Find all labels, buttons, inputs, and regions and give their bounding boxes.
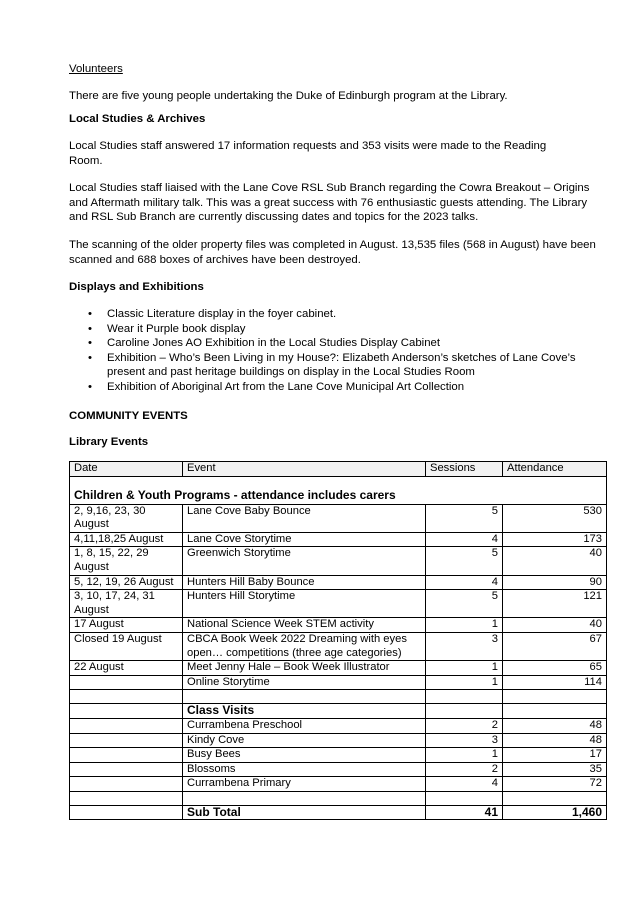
list-item: • Caroline Jones AO Exhibition in the Local Studies Display Cabinet — [69, 336, 609, 351]
cell-date: 17 August — [70, 618, 183, 633]
cell-attendance: 40 — [503, 547, 607, 575]
cell-event: Lane Cove Storytime — [183, 532, 426, 547]
table-header-row — [70, 462, 607, 477]
table-row — [70, 733, 607, 748]
cell-attendance: 40 — [503, 618, 607, 633]
cell-sessions: 4 — [426, 575, 503, 590]
subtotal-sessions: 41 — [426, 805, 503, 820]
local-studies-paragraph: Local Studies staff answered 17 information requests and 353 visits were made to the Reading Room. — [69, 140, 547, 167]
cell-attendance: 72 — [503, 777, 607, 792]
cell-sessions: 5 — [426, 547, 503, 575]
table-group-row — [70, 476, 607, 504]
volunteers-text: There are five young people undertaking the Duke of Edinburgh program at the Library. — [69, 90, 508, 102]
subtotal-label: Sub Total — [183, 805, 426, 820]
cell-date: 4,11,18,25 August — [70, 532, 183, 547]
table-row — [70, 777, 607, 792]
cell-attendance: 48 — [503, 718, 607, 733]
group-title: Children & Youth Programs - attendance includes carers — [70, 476, 607, 504]
cell-event: National Science Week STEM activity — [183, 618, 426, 633]
table-row — [70, 532, 607, 547]
cell-sessions: 5 — [426, 590, 503, 618]
cell-sessions: 1 — [426, 618, 503, 633]
cell-event: CBCA Book Week 2022 Dreaming with eyes open… competitions (three age categories) — [183, 632, 426, 660]
table-row — [70, 718, 607, 733]
subtotal-attendance: 1,460 — [503, 805, 607, 820]
cell-event: Kindy Cove — [183, 733, 426, 748]
table-row — [70, 504, 607, 532]
library-events-heading: Library Events — [69, 436, 149, 448]
cell-sessions: 1 — [426, 675, 503, 690]
list-item: • Exhibition – Who’s Been Living in my House?: Elizabeth Anderson’s sketches of Lane Cove’s present and past heritage buildings on display in the Local Studies Room — [69, 351, 609, 380]
list-item: • Wear it Purple book display — [69, 322, 609, 337]
local-studies-paragraph: Local Studies staff liaised with the Lane Cove RSL Sub Branch regarding the Cowra Breakout – Origins and Aftermath military talk. This was a great success with 76 enthusiastic guests attending. The Library and RSL Sub Branch are currently discussing dates and topics for the 2023 talks. — [69, 182, 590, 223]
cell-attendance: 65 — [503, 661, 607, 676]
cell-event: Busy Bees — [183, 748, 426, 763]
cell-attendance: 530 — [503, 504, 607, 532]
table-row — [70, 575, 607, 590]
cell-event: Lane Cove Baby Bounce — [183, 504, 426, 532]
class-visits-title: Class Visits — [183, 704, 426, 719]
cell-attendance: 121 — [503, 590, 607, 618]
cell-date: 22 August — [70, 661, 183, 676]
cell-attendance: 114 — [503, 675, 607, 690]
cell-event: Meet Jenny Hale – Book Week Illustrator — [183, 661, 426, 676]
cell-attendance: 90 — [503, 575, 607, 590]
local-studies-paragraph: The scanning of the older property files was completed in August. 13,535 files (568 in August) have been scanned and 688 boxes of archives have been destroyed. — [69, 239, 596, 266]
table-row — [70, 547, 607, 575]
cell-event: Currambena Preschool — [183, 718, 426, 733]
table-row — [70, 632, 607, 660]
column-header-sessions: Sessions — [426, 462, 503, 477]
table-spacer-row — [70, 791, 607, 805]
cell-date: 1, 8, 15, 22, 29 August — [70, 547, 183, 575]
cell-date: 3, 10, 17, 24, 31 August — [70, 590, 183, 618]
cell-attendance: 173 — [503, 532, 607, 547]
list-item: • Exhibition of Aboriginal Art from the Lane Cove Municipal Art Collection — [69, 380, 609, 395]
table-row — [70, 618, 607, 633]
cell-attendance: 35 — [503, 762, 607, 777]
table-spacer-row — [70, 690, 607, 704]
cell-sessions: 5 — [426, 504, 503, 532]
cell-sessions: 2 — [426, 762, 503, 777]
table-row — [70, 590, 607, 618]
cell-sessions: 1 — [426, 748, 503, 763]
cell-sessions: 3 — [426, 733, 503, 748]
table-row — [70, 748, 607, 763]
cell-attendance: 67 — [503, 632, 607, 660]
cell-event: Hunters Hill Storytime — [183, 590, 426, 618]
cell-attendance: 17 — [503, 748, 607, 763]
cell-event: Online Storytime — [183, 675, 426, 690]
cell-date: Closed 19 August — [70, 632, 183, 660]
cell-sessions: 4 — [426, 777, 503, 792]
cell-date — [70, 675, 183, 690]
cell-event: Greenwich Storytime — [183, 547, 426, 575]
table-row — [70, 762, 607, 777]
cell-sessions: 4 — [426, 532, 503, 547]
displays-heading: Displays and Exhibitions — [69, 281, 204, 293]
cell-sessions: 1 — [426, 661, 503, 676]
cell-sessions: 2 — [426, 718, 503, 733]
cell-date: 2, 9,16, 23, 30 August — [70, 504, 183, 532]
cell-date: 5, 12, 19, 26 August — [70, 575, 183, 590]
list-item: • Classic Literature display in the foyer cabinet. — [69, 307, 609, 322]
column-header-date: Date — [70, 462, 183, 477]
subtotal-row — [70, 805, 607, 820]
table-row — [70, 704, 607, 719]
cell-attendance: 48 — [503, 733, 607, 748]
table-row — [70, 661, 607, 676]
column-header-event: Event — [183, 462, 426, 477]
volunteers-heading: Volunteers — [69, 63, 123, 75]
library-events-table — [69, 461, 607, 820]
column-header-attendance: Attendance — [503, 462, 607, 477]
cell-event: Blossoms — [183, 762, 426, 777]
local-studies-heading: Local Studies & Archives — [69, 113, 206, 125]
community-events-heading: COMMUNITY EVENTS — [69, 410, 188, 422]
table-row — [70, 675, 607, 690]
cell-sessions: 3 — [426, 632, 503, 660]
cell-event: Currambena Primary — [183, 777, 426, 792]
displays-list — [69, 307, 609, 394]
cell-event: Hunters Hill Baby Bounce — [183, 575, 426, 590]
